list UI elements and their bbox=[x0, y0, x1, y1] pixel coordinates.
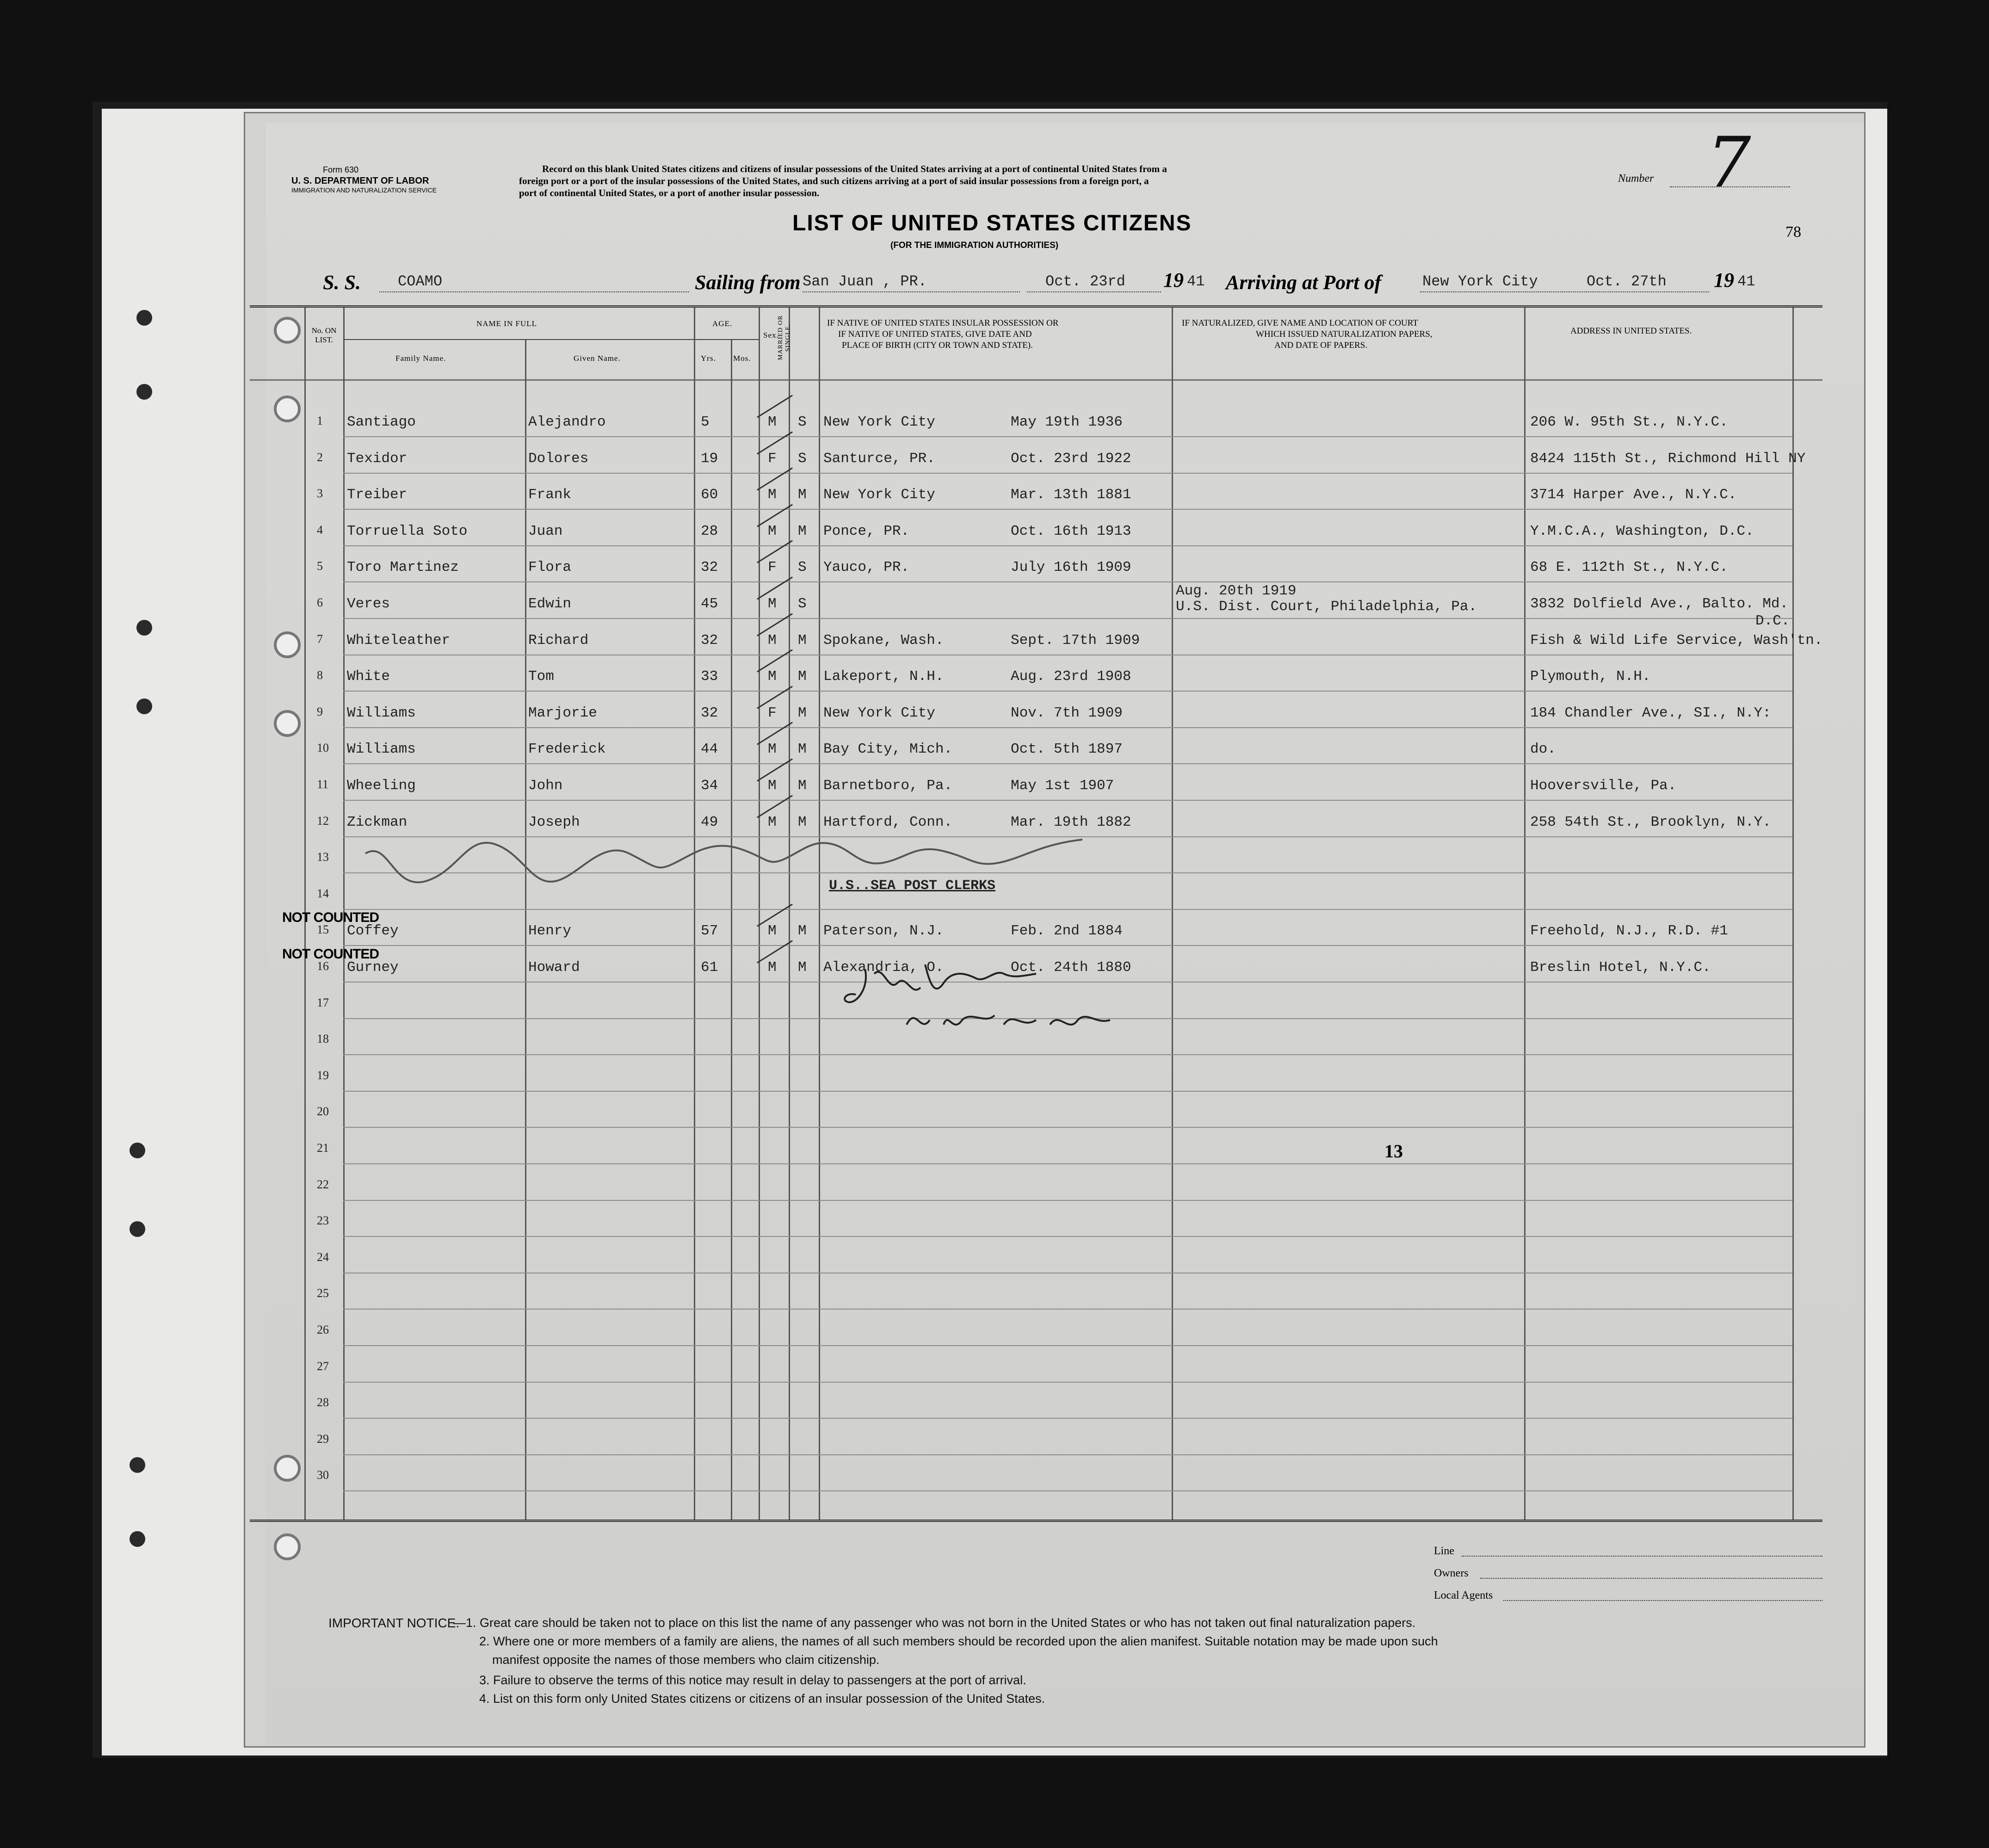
punch-hole bbox=[136, 698, 152, 714]
row-number: 28 bbox=[317, 1396, 329, 1409]
col-line bbox=[694, 308, 695, 1520]
row-number: 6 bbox=[317, 596, 323, 609]
form-number: Form 630 bbox=[323, 165, 359, 174]
notice-item-2a: 2. Where one or more members of a family are aliens, the names of all such members should be recorded upon the alien manifest. Suitable notation may be made upon such bbox=[479, 1634, 1438, 1648]
header-birth-3: PLACE OF BIRTH (CITY OR TOWN AND STATE). bbox=[842, 340, 1033, 350]
cell-naturalized-court: U.S. Dist. Court, Philadelphia, Pa. bbox=[1176, 599, 1477, 615]
not-counted-stamp: NOT COUNTED bbox=[282, 946, 379, 962]
department: U. S. DEPARTMENT OF LABOR bbox=[291, 176, 429, 186]
notice-item-3: 3. Failure to observe the terms of this notice may result in delay to passengers at the port of arrival. bbox=[479, 1673, 1026, 1687]
to-port-underline bbox=[1420, 291, 1709, 292]
row-rule bbox=[343, 1163, 1792, 1164]
cell-address: Y.M.C.A., Washington, D.C. bbox=[1530, 523, 1754, 539]
cell-given: Tom bbox=[528, 668, 554, 685]
cell-age: 32 bbox=[701, 705, 718, 721]
cell-sex: M bbox=[768, 959, 777, 976]
notice-item-4: 4. List on this form only United States citizens or citizens of an insular possession of the United States. bbox=[479, 1692, 1045, 1706]
cell-address-continuation: D.C. bbox=[1755, 613, 1790, 629]
cell-birthdate: May 19th 1936 bbox=[1011, 414, 1123, 430]
row-rule bbox=[343, 473, 1792, 474]
cell-age: 45 bbox=[701, 596, 718, 612]
cell-sex: F bbox=[768, 705, 777, 721]
handwritten-signature bbox=[837, 955, 1152, 1048]
row-number: 8 bbox=[317, 668, 323, 682]
cell-given: Richard bbox=[528, 632, 589, 649]
row-rule bbox=[343, 1454, 1792, 1455]
cell-ms: M bbox=[798, 705, 807, 721]
row-rule bbox=[343, 618, 1792, 619]
cell-family: Williams bbox=[347, 741, 416, 757]
name-subheader-rule bbox=[343, 339, 694, 340]
cell-family: Texidor bbox=[347, 451, 408, 467]
line-label: Line bbox=[1434, 1545, 1454, 1557]
punch-ring bbox=[274, 317, 301, 344]
cell-family: White bbox=[347, 668, 390, 685]
row-rule bbox=[343, 509, 1792, 510]
punch-hole bbox=[130, 1457, 145, 1473]
punch-hole bbox=[130, 1531, 145, 1547]
cell-age: 5 bbox=[701, 414, 710, 430]
intro-line-2: foreign port or a port of the insular possessions of the United States, and such citizens arriving at a port of said insular possessions from a foreign port, a bbox=[519, 175, 1149, 186]
header-birth-2: IF NATIVE OF UNITED STATES, GIVE DATE AND bbox=[838, 329, 1032, 339]
punch-ring bbox=[274, 1455, 301, 1482]
row-rule bbox=[343, 945, 1792, 946]
manifest-page bbox=[245, 113, 1864, 1746]
cell-ms: M bbox=[798, 523, 807, 539]
owners-underline bbox=[1480, 1578, 1822, 1579]
cell-family: Coffey bbox=[347, 923, 399, 939]
cell-age: 61 bbox=[701, 959, 718, 976]
arrive-year: 41 bbox=[1737, 273, 1755, 290]
header-naturalized-3: AND DATE OF PAPERS. bbox=[1274, 340, 1367, 350]
row-rule bbox=[343, 1054, 1792, 1055]
to-port: New York City bbox=[1422, 273, 1538, 290]
owners-label: Owners bbox=[1434, 1567, 1469, 1579]
cell-address: 3714 Harper Ave., N.Y.C. bbox=[1530, 487, 1737, 503]
cell-address: Fish & Wild Life Service, Wash'tn. bbox=[1530, 632, 1823, 649]
cell-birthdate: Aug. 23rd 1908 bbox=[1011, 668, 1131, 685]
col-line bbox=[1792, 308, 1794, 1520]
from-port-underline bbox=[803, 291, 1020, 292]
cell-birthplace: Paterson, N.J. bbox=[823, 923, 944, 939]
cell-family: Treiber bbox=[347, 487, 408, 503]
cell-sex: F bbox=[768, 559, 777, 575]
cell-sex: M bbox=[768, 778, 777, 794]
header-family-name: Family Name. bbox=[395, 354, 446, 363]
header-yrs: Yrs. bbox=[701, 354, 716, 363]
row-rule bbox=[343, 800, 1792, 801]
from-port: San Juan , PR. bbox=[803, 273, 927, 290]
row-rule bbox=[343, 1345, 1792, 1346]
row-number: 14 bbox=[317, 887, 329, 900]
col-line bbox=[731, 340, 732, 1520]
row-rule bbox=[343, 1236, 1792, 1237]
cell-birthplace: Spokane, Wash. bbox=[823, 632, 944, 649]
row-number: 10 bbox=[317, 741, 329, 754]
row-number: 19 bbox=[317, 1069, 329, 1082]
cell-birthdate: Mar. 13th 1881 bbox=[1011, 487, 1131, 503]
cell-age: 32 bbox=[701, 632, 718, 649]
ship-name: COAMO bbox=[398, 273, 443, 290]
cell-address: 8424 115th St., Richmond Hill NY bbox=[1530, 451, 1806, 467]
cell-sex: M bbox=[768, 923, 777, 939]
agents-underline bbox=[1503, 1600, 1822, 1601]
cell-age: 60 bbox=[701, 487, 718, 503]
ss-label: S. S. bbox=[323, 271, 361, 294]
cell-given: Joseph bbox=[528, 814, 580, 830]
row-rule bbox=[343, 763, 1792, 764]
row-number: 25 bbox=[317, 1286, 329, 1300]
row-number: 5 bbox=[317, 559, 323, 573]
cell-ms: S bbox=[798, 451, 807, 467]
cell-family: Whiteleather bbox=[347, 632, 451, 649]
cell-family: Torruella Soto bbox=[347, 523, 468, 539]
row-rule bbox=[343, 1309, 1792, 1310]
header-naturalized-2: WHICH ISSUED NATURALIZATION PAPERS, bbox=[1256, 329, 1433, 339]
agents-label: Local Agents bbox=[1434, 1589, 1493, 1601]
row-rule bbox=[343, 1091, 1792, 1092]
row-number: 15 bbox=[317, 923, 329, 936]
col-line bbox=[1172, 308, 1173, 1520]
cell-birthdate: May 1st 1907 bbox=[1011, 778, 1114, 794]
row-number: 3 bbox=[317, 487, 323, 500]
cell-sex: M bbox=[768, 414, 777, 430]
row-rule bbox=[343, 909, 1792, 910]
notice-item-1: —1. Great care should be taken not to place on this list the name of any passenger who was not born in the United States or who has not taken out final naturalization papers. bbox=[453, 1616, 1416, 1630]
cell-sex: M bbox=[768, 814, 777, 830]
row-number: 29 bbox=[317, 1432, 329, 1446]
col-line bbox=[1524, 308, 1526, 1520]
cell-birthplace: Yauco, PR. bbox=[823, 559, 910, 575]
header-address: ADDRESS IN UNITED STATES. bbox=[1570, 326, 1692, 336]
tally-number: 13 bbox=[1384, 1141, 1403, 1162]
cell-given: Dolores bbox=[528, 451, 589, 467]
cell-birthplace: New York City bbox=[823, 414, 935, 430]
table-header-rule bbox=[250, 379, 1822, 381]
cell-birthdate: Sept. 17th 1909 bbox=[1011, 632, 1140, 649]
not-counted-stamp: NOT COUNTED bbox=[282, 910, 379, 925]
cell-address: Hooversville, Pa. bbox=[1530, 778, 1677, 794]
cell-birthdate: Oct. 24th 1880 bbox=[1011, 959, 1131, 976]
cell-birthplace: New York City bbox=[823, 487, 935, 503]
intro-line-1: Record on this blank United States citizens and citizens of insular possessions of the United States arriving at a port of continental United States from a bbox=[542, 163, 1167, 174]
row-rule bbox=[343, 1127, 1792, 1128]
punch-hole bbox=[130, 1221, 145, 1237]
cell-birthplace: Alexandria, O. bbox=[823, 959, 944, 976]
row-number: 18 bbox=[317, 1032, 329, 1045]
cell-birthplace: Bay City, Mich. bbox=[823, 741, 953, 757]
punch-ring bbox=[274, 710, 301, 737]
cell-age: 57 bbox=[701, 923, 718, 939]
cell-given: Frederick bbox=[528, 741, 606, 757]
row-rule bbox=[343, 1418, 1792, 1419]
table-top-rule bbox=[250, 305, 1822, 308]
cell-given: Howard bbox=[528, 959, 580, 976]
row-number: 1 bbox=[317, 414, 323, 427]
cell-address: 206 W. 95th St., N.Y.C. bbox=[1530, 414, 1728, 430]
sail-year: 41 bbox=[1187, 273, 1205, 290]
cell-address: 258 54th St., Brooklyn, N.Y. bbox=[1530, 814, 1771, 830]
arrive-year-prefix: 19 bbox=[1714, 269, 1734, 291]
col-line bbox=[819, 308, 820, 1520]
cell-ms: M bbox=[798, 778, 807, 794]
row-rule bbox=[343, 581, 1792, 582]
row-rule bbox=[343, 545, 1792, 546]
cell-ms: M bbox=[798, 923, 807, 939]
cell-birthdate: Feb. 2nd 1884 bbox=[1011, 923, 1123, 939]
cell-family: Williams bbox=[347, 705, 416, 721]
row-number: 7 bbox=[317, 632, 323, 646]
cell-sex: M bbox=[768, 487, 777, 503]
row-number: 26 bbox=[317, 1323, 329, 1336]
header-no-on-list: No. ON LIST. bbox=[311, 326, 337, 344]
cell-ms: S bbox=[798, 559, 807, 575]
cell-ms: M bbox=[798, 487, 807, 503]
header-sex: Sex. bbox=[763, 331, 779, 340]
row-number: 20 bbox=[317, 1105, 329, 1118]
cell-family: Santiago bbox=[347, 414, 416, 430]
row-rule bbox=[343, 1490, 1792, 1491]
row-number: 12 bbox=[317, 814, 329, 828]
ship-underline bbox=[379, 291, 689, 292]
cell-naturalized: Aug. 20th 1919 bbox=[1176, 583, 1297, 599]
cell-ms: M bbox=[798, 814, 807, 830]
cell-sex: M bbox=[768, 596, 777, 612]
header-age: AGE. bbox=[712, 319, 733, 328]
sail-year-prefix: 19 bbox=[1163, 269, 1184, 291]
punch-hole bbox=[130, 1143, 145, 1158]
cell-age: 32 bbox=[701, 559, 718, 575]
col-line bbox=[525, 340, 526, 1520]
cell-birthplace: Ponce, PR. bbox=[823, 523, 910, 539]
header-birth-1: IF NATIVE OF UNITED STATES INSULAR POSSESSION OR bbox=[827, 318, 1059, 328]
list-number: 7 bbox=[1707, 123, 1751, 203]
punch-hole bbox=[136, 384, 152, 400]
cell-given: Henry bbox=[528, 923, 572, 939]
cell-given: Frank bbox=[528, 487, 572, 503]
col-line bbox=[789, 308, 790, 1520]
cell-family: Veres bbox=[347, 596, 390, 612]
punch-ring bbox=[274, 631, 301, 658]
cell-sex: M bbox=[768, 741, 777, 757]
notice-label: IMPORTANT NOTICE. bbox=[328, 1616, 460, 1630]
cell-ms: M bbox=[798, 632, 807, 649]
notice-item-2b: manifest opposite the names of those members who claim citizenship. bbox=[492, 1653, 880, 1667]
cell-family: Wheeling bbox=[347, 778, 416, 794]
cell-ms: M bbox=[798, 959, 807, 976]
row-number: 2 bbox=[317, 451, 323, 464]
cell-age: 19 bbox=[701, 451, 718, 467]
cell-birthplace: Lakeport, N.H. bbox=[823, 668, 944, 685]
cell-given: Flora bbox=[528, 559, 572, 575]
cell-age: 44 bbox=[701, 741, 718, 757]
cell-family: Zickman bbox=[347, 814, 408, 830]
line-underline bbox=[1462, 1556, 1822, 1557]
sail-date-underline bbox=[1027, 291, 1161, 292]
cell-sex: F bbox=[768, 451, 777, 467]
cell-given: Alejandro bbox=[528, 414, 606, 430]
row-number: 22 bbox=[317, 1178, 329, 1191]
cell-age: 49 bbox=[701, 814, 718, 830]
cell-address: 68 E. 112th St., N.Y.C. bbox=[1530, 559, 1728, 575]
cell-sex: M bbox=[768, 632, 777, 649]
intro-line-3: port of continental United States, or a port of another insular possession. bbox=[519, 187, 820, 198]
cell-birthplace: New York City bbox=[823, 705, 935, 721]
cell-sex: M bbox=[768, 523, 777, 539]
cell-ms: S bbox=[798, 414, 807, 430]
cell-birthdate: Oct. 5th 1897 bbox=[1011, 741, 1123, 757]
row-number: 23 bbox=[317, 1214, 329, 1227]
header-married: MARRIED OR SINGLE. bbox=[777, 315, 791, 360]
cell-birthdate: Oct. 23rd 1922 bbox=[1011, 451, 1131, 467]
cell-birthplace: Santurce, PR. bbox=[823, 451, 935, 467]
form-title: LIST OF UNITED STATES CITIZENS bbox=[792, 211, 1192, 235]
row-number: 13 bbox=[317, 850, 329, 864]
section-heading: U.S..SEA POST CLERKS bbox=[829, 878, 996, 894]
cell-sex: M bbox=[768, 668, 777, 685]
cell-address: Plymouth, N.H. bbox=[1530, 668, 1651, 685]
cell-birthplace: Hartford, Conn. bbox=[823, 814, 953, 830]
cell-birthdate: Nov. 7th 1909 bbox=[1011, 705, 1123, 721]
arrive-date: Oct. 27th bbox=[1587, 273, 1667, 290]
header-name-in-full: NAME IN FULL bbox=[476, 319, 537, 328]
arriving-label: Arriving at Port of bbox=[1226, 271, 1382, 294]
cell-family: Gurney bbox=[347, 959, 399, 976]
header-naturalized-1: IF NATURALIZED, GIVE NAME AND LOCATION OF COURT bbox=[1182, 318, 1418, 328]
cell-age: 28 bbox=[701, 523, 718, 539]
number-label: Number bbox=[1618, 173, 1654, 185]
row-rule bbox=[343, 691, 1792, 692]
cell-address: 3832 Dolfield Ave., Balto. Md. bbox=[1530, 596, 1789, 612]
row-rule bbox=[343, 727, 1792, 728]
cell-age: 33 bbox=[701, 668, 718, 685]
row-number: 16 bbox=[317, 959, 329, 973]
punch-ring bbox=[274, 1533, 301, 1560]
cell-address: Freehold, N.J., R.D. #1 bbox=[1530, 923, 1728, 939]
row-rule bbox=[343, 1200, 1792, 1201]
cell-address: do. bbox=[1530, 741, 1556, 757]
row-number: 4 bbox=[317, 523, 323, 537]
cell-given: Juan bbox=[528, 523, 563, 539]
cell-birthdate: July 16th 1909 bbox=[1011, 559, 1131, 575]
row-number: 24 bbox=[317, 1250, 329, 1264]
cell-address: Breslin Hotel, N.Y.C. bbox=[1530, 959, 1711, 976]
form-subtitle: (FOR THE IMMIGRATION AUTHORITIES) bbox=[890, 241, 1059, 250]
header-given-name: Given Name. bbox=[574, 354, 621, 363]
row-number: 27 bbox=[317, 1360, 329, 1373]
table-bottom-rule bbox=[250, 1520, 1822, 1522]
row-number: 17 bbox=[317, 996, 329, 1009]
row-number: 9 bbox=[317, 705, 323, 718]
punch-ring bbox=[274, 396, 301, 422]
row-number: 30 bbox=[317, 1468, 329, 1482]
cell-given: Edwin bbox=[528, 596, 572, 612]
row-number: 11 bbox=[317, 778, 329, 791]
cell-birthplace: Barnetboro, Pa. bbox=[823, 778, 953, 794]
cell-ms: M bbox=[798, 741, 807, 757]
cell-ms: M bbox=[798, 668, 807, 685]
row-rule bbox=[343, 1382, 1792, 1383]
cell-birthdate: Mar. 19th 1882 bbox=[1011, 814, 1131, 830]
punch-hole bbox=[136, 310, 152, 326]
corner-number: 78 bbox=[1785, 223, 1801, 241]
cell-address: 184 Chandler Ave., SI., N.Y: bbox=[1530, 705, 1771, 721]
row-rule bbox=[343, 436, 1792, 437]
cell-family: Toro Martinez bbox=[347, 559, 459, 575]
sailing-label: Sailing from bbox=[695, 271, 801, 294]
cell-given: Marjorie bbox=[528, 705, 597, 721]
age-subheader-rule bbox=[694, 339, 759, 340]
cell-age: 34 bbox=[701, 778, 718, 794]
cell-given: John bbox=[528, 778, 563, 794]
service: IMMIGRATION AND NATURALIZATION SERVICE bbox=[291, 186, 437, 194]
header-mos: Mos. bbox=[733, 354, 751, 363]
row-number: 21 bbox=[317, 1141, 329, 1155]
punch-hole bbox=[136, 620, 152, 636]
sail-date: Oct. 23rd bbox=[1045, 273, 1125, 290]
cell-birthdate: Oct. 16th 1913 bbox=[1011, 523, 1131, 539]
cell-ms: S bbox=[798, 596, 807, 612]
